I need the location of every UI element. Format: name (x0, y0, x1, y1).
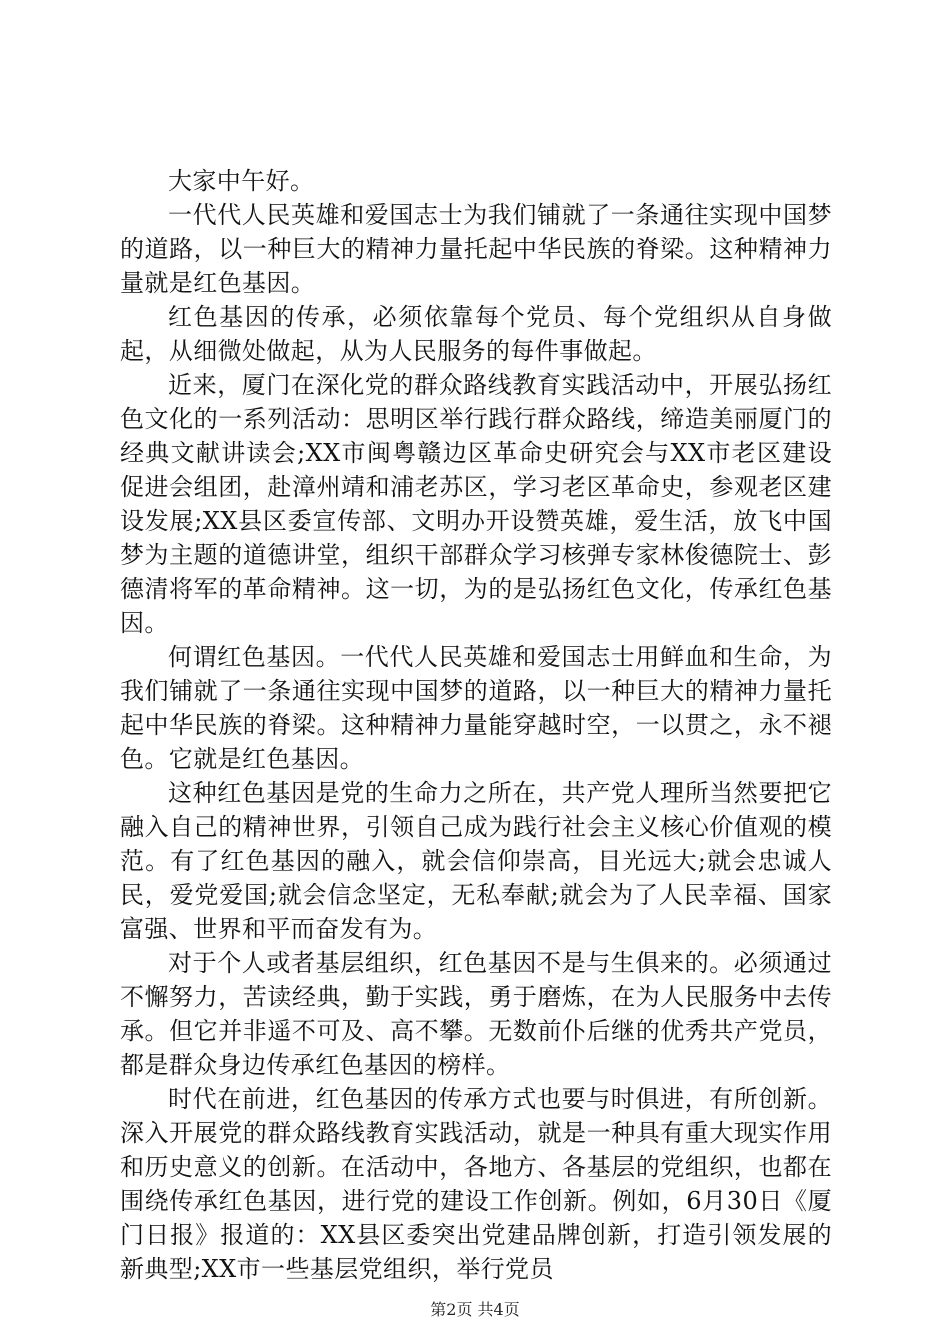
paragraph: 时代在前进，红色基因的传承方式也要与时俱进，有所创新。深入开展党的群众路线教育实践活动，就是一种具有重大现实作用和历史意义的创新。在活动中，各地方、各基层的党组织，也都在围绕传承红色基因，进行党的建设工作创新。例如，6月30日《厦门日报》报道的：XX县区委突出党建品牌创新，打造引领发展的新典型;XX市一些基层党组织，举行党员 (120, 1085, 832, 1283)
paragraph: 一代代人民英雄和爱国志士为我们铺就了一条通往实现中国梦的道路，以一种巨大的精神力量托起中华民族的脊梁。这种精神力量就是红色基因。 (120, 201, 832, 297)
document-body (120, 164, 832, 1286)
paragraph: 这种红色基因是党的生命力之所在，共产党人理所当然要把它融入自己的精神世界，引领自己成为践行社会主义核心价值观的模范。有了红色基因的融入，就会信仰崇高，目光远大;就会忠诚人民，爱党爱国;就会信念坚定，无私奉献;就会为了人民幸福、国家富强、世界和平而奋发有为。 (120, 779, 832, 943)
paragraph: 何谓红色基因。一代代人民英雄和爱国志士用鲜血和生命，为我们铺就了一条通往实现中国梦的道路，以一种巨大的精神力量托起中华民族的脊梁。这种精神力量能穿越时空，一以贯之，永不褪色。它就是红色基因。 (120, 643, 832, 773)
paragraph: 对于个人或者基层组织，红色基因不是与生俱来的。必须通过不懈努力，苦读经典，勤于实践，勇于磨炼，在为人民服务中去传承。但它并非遥不可及、高不攀。无数前仆后继的优秀共产党员，都是群众身边传承红色基因的榜样。 (120, 949, 832, 1079)
paragraph: 红色基因的传承，必须依靠每个党员、每个党组织从自身做起，从细微处做起，从为人民服务的每件事做起。 (120, 303, 832, 365)
paragraph: 近来，厦门在深化党的群众路线教育实践活动中，开展弘扬红色文化的一系列活动：思明区举行践行群众路线，缔造美丽厦门的经典文献讲读会;XX市闽粤赣边区革命史研究会与XX市老区建设促进会组团，赴漳州靖和浦老苏区，学习老区革命史，参观老区建设发展;XX县区委宣传部、文明办开设赞英雄，爱生活，放飞中国梦为主题的道德讲堂，组织干部群众学习核弹专家林俊德院士、彭德清将军的革命精神。这一切，为的是弘扬红色文化，传承红色基因。 (120, 371, 832, 637)
page-number-footer: 第2页 共4页 (430, 1300, 520, 1319)
paragraph-greeting: 大家中午好。 (168, 167, 315, 195)
